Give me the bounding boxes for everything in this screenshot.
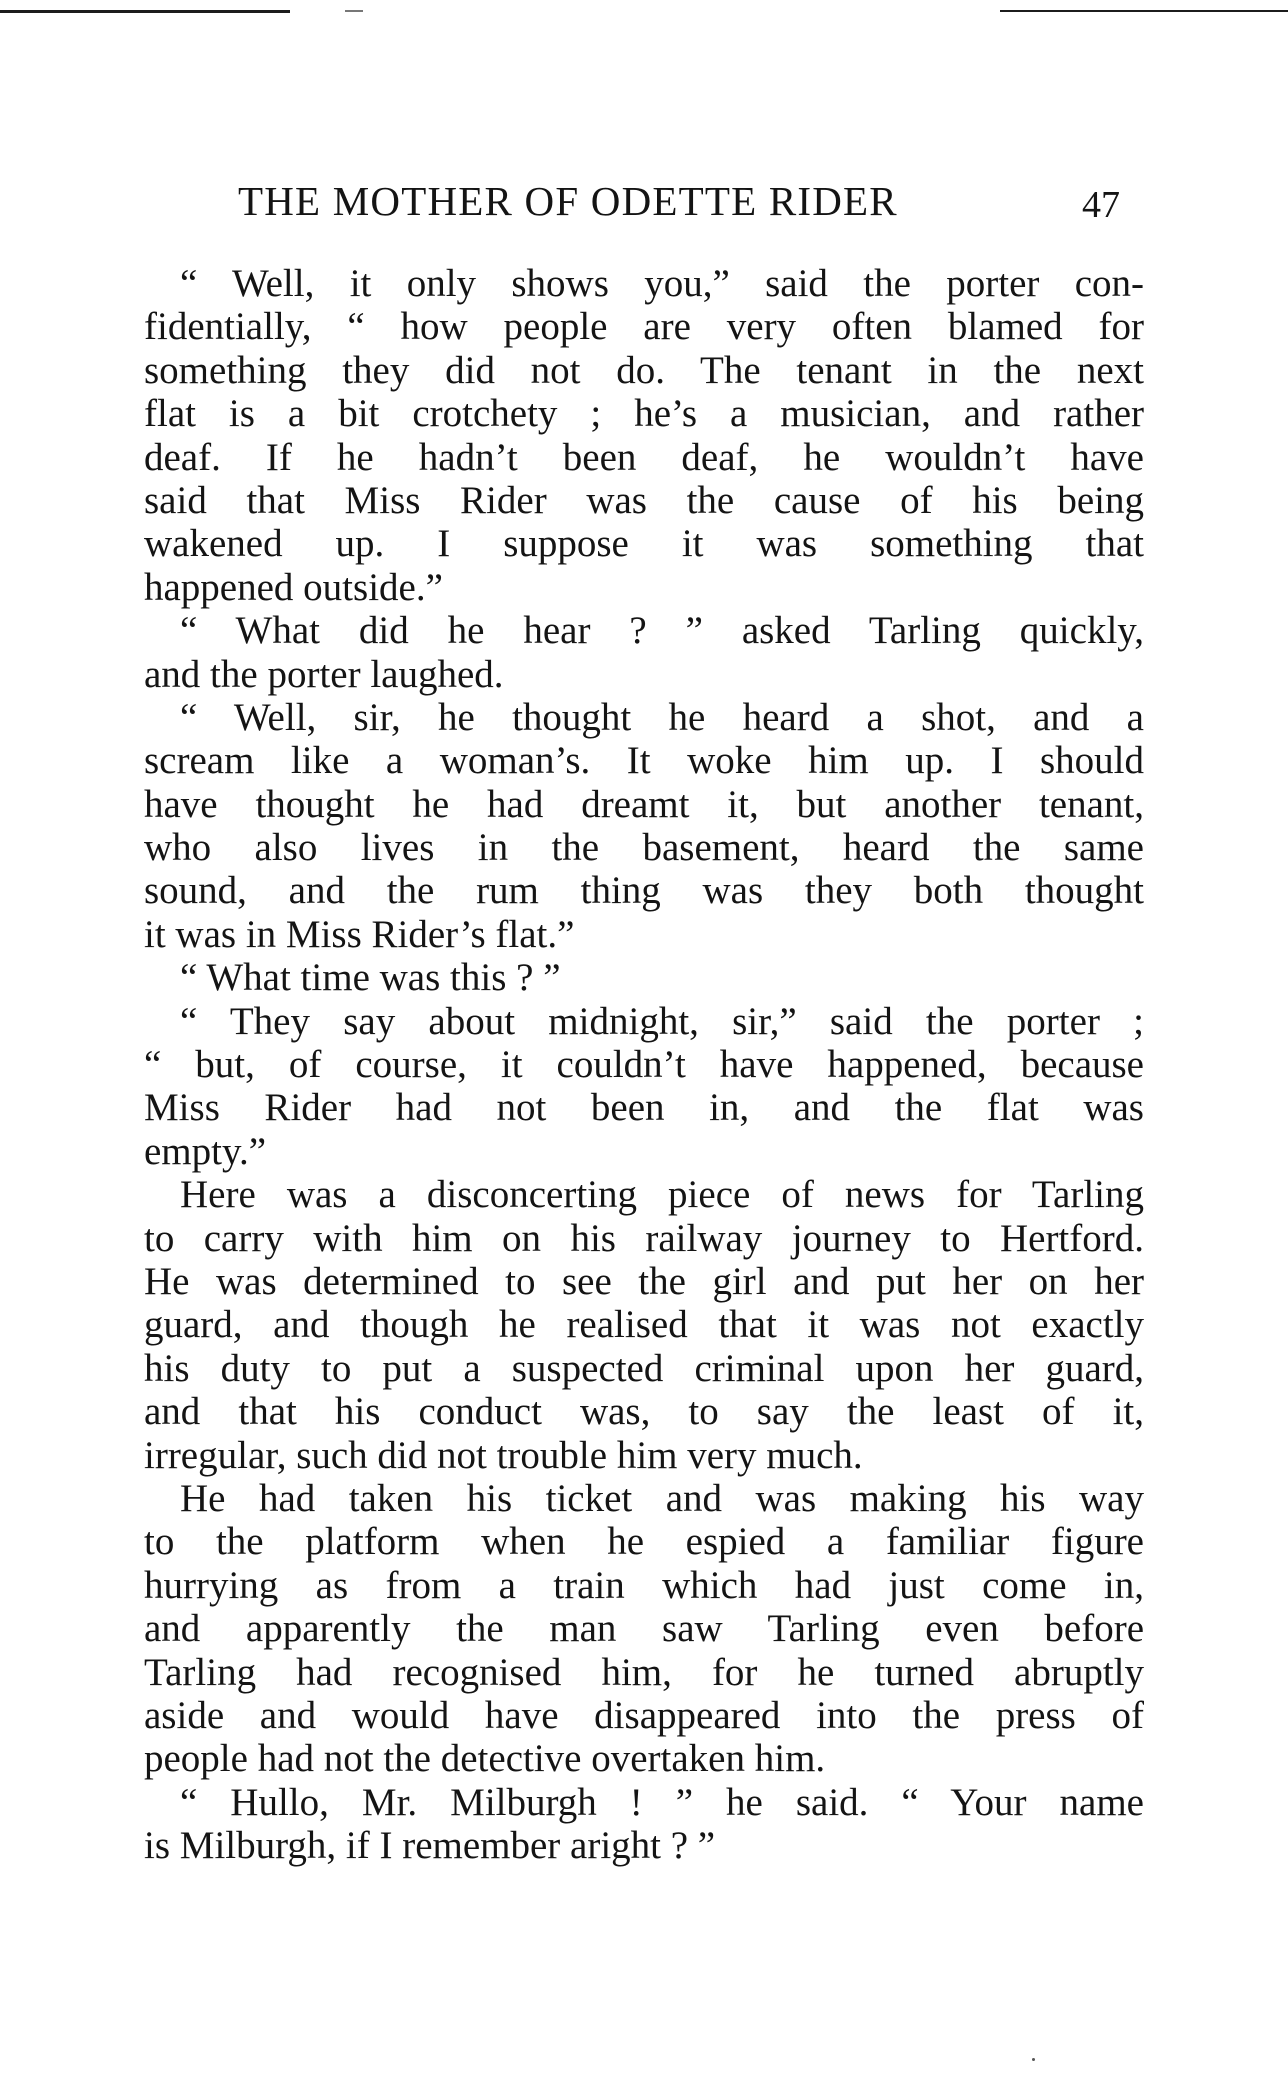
text-line: guard, and though he realised that it was not exactly xyxy=(144,1303,1144,1347)
body-text xyxy=(144,262,1144,1867)
text-line: and the porter laughed. xyxy=(144,652,504,696)
top-edge-rule xyxy=(0,10,290,13)
text-line: “ What did he hear ? ” asked Tarling quickly, xyxy=(180,609,1144,653)
text-line: deaf. If he hadn’t been deaf, he wouldn’t have xyxy=(144,435,1144,479)
text-line: said that Miss Rider was the cause of his being xyxy=(144,478,1144,522)
paper-speck xyxy=(1032,2058,1035,2061)
text-line: who also lives in the basement, heard the same xyxy=(144,826,1144,870)
running-title: THE MOTHER OF ODETTE RIDER xyxy=(238,178,898,224)
text-line: “ What time was this ? ” xyxy=(180,956,561,1000)
text-line: He was determined to see the girl and put her on her xyxy=(144,1259,1144,1303)
top-edge-rule-right xyxy=(1000,10,1288,12)
text-line: is Milburgh, if I remember aright ? ” xyxy=(144,1824,716,1868)
page-header xyxy=(238,175,1138,235)
text-line: aside and would have disappeared into the press of xyxy=(144,1693,1144,1737)
text-line: his duty to put a suspected criminal upon her guard, xyxy=(144,1346,1144,1390)
text-line: people had not the detective overtaken him. xyxy=(144,1737,826,1781)
text-line: sound, and the rum thing was they both thought xyxy=(144,869,1144,913)
text-line: “ Well, it only shows you,” said the porter con- xyxy=(180,262,1144,305)
text-line: “ but, of course, it couldn’t have happened, because xyxy=(144,1043,1144,1087)
text-line: fidentially, “ how people are very often blamed for xyxy=(144,305,1144,349)
text-line: Tarling had recognised him, for he turned abruptly xyxy=(144,1650,1144,1694)
text-line: it was in Miss Rider’s flat.” xyxy=(144,912,575,956)
text-line: Here was a disconcerting piece of news for Tarling xyxy=(180,1173,1144,1217)
page-number: 47 xyxy=(1082,184,1120,226)
text-line: wakened up. I suppose it was something that xyxy=(144,522,1144,566)
text-line: and that his conduct was, to say the least of it, xyxy=(144,1390,1144,1434)
text-line: to the platform when he espied a familiar figure xyxy=(144,1520,1144,1564)
text-line: flat is a bit crotchety ; he’s a musician, and rather xyxy=(144,392,1144,436)
text-line: something they did not do. The tenant in the next xyxy=(144,348,1144,392)
text-line: He had taken his ticket and was making his way xyxy=(180,1476,1144,1520)
text-line: have thought he had dreamt it, but another tenant, xyxy=(144,782,1144,826)
text-line: empty.” xyxy=(144,1129,267,1173)
text-line: irregular, such did not trouble him very much. xyxy=(144,1433,863,1477)
text-line: happened outside.” xyxy=(144,565,443,609)
text-line: “ Hullo, Mr. Milburgh ! ” he said. “ Your name xyxy=(180,1780,1144,1824)
text-line: scream like a woman’s. It woke him up. I should xyxy=(144,739,1144,783)
text-line: “ Well, sir, he thought he heard a shot, and a xyxy=(180,695,1144,739)
text-line: and apparently the man saw Tarling even before xyxy=(144,1607,1144,1651)
text-line: hurrying as from a train which had just come in, xyxy=(144,1563,1144,1607)
text-line: Miss Rider had not been in, and the flat was xyxy=(144,1086,1144,1130)
text-line: “ They say about midnight, sir,” said the porter ; xyxy=(180,999,1144,1043)
top-edge-dash xyxy=(345,10,363,12)
text-line: to carry with him on his railway journey to Hertford. xyxy=(144,1216,1144,1260)
